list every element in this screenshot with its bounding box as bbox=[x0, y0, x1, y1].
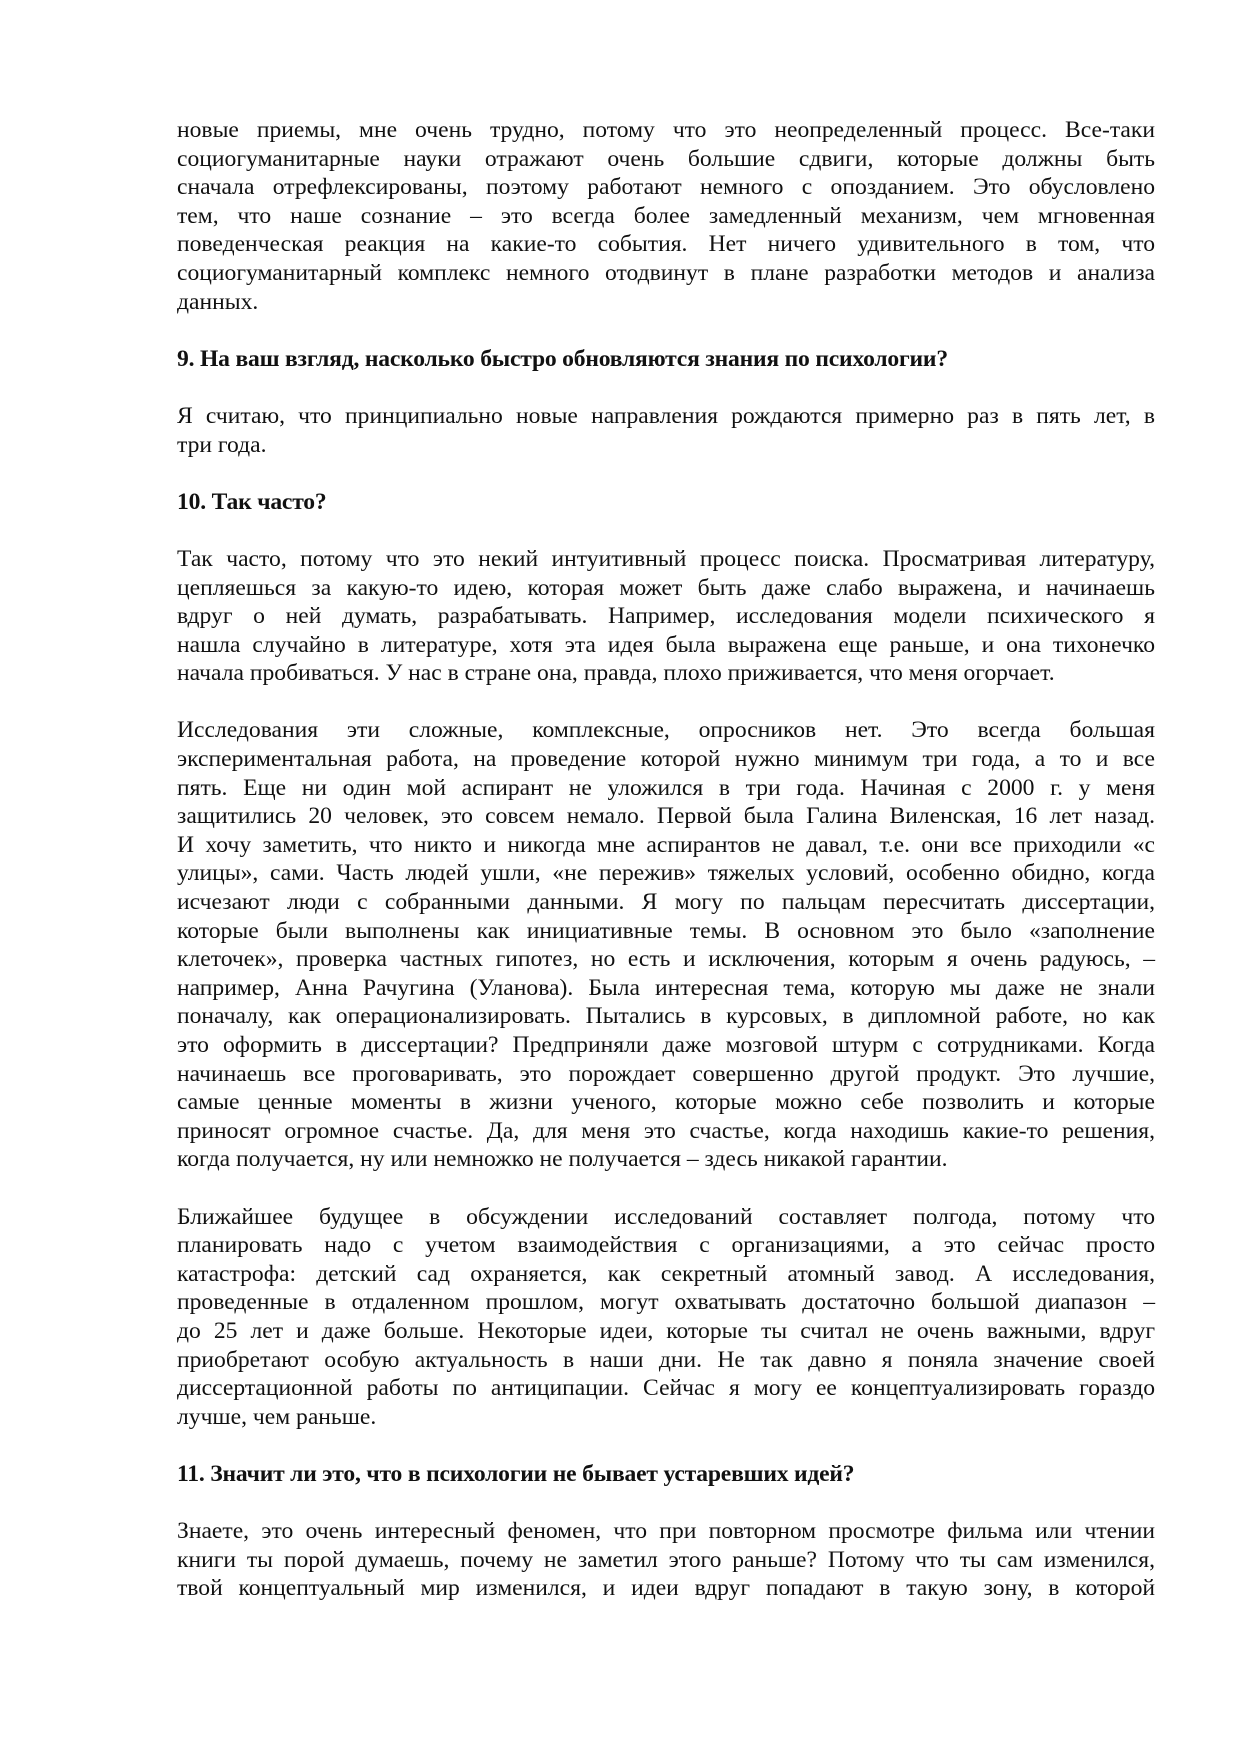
text-line: самые ценные моменты в жизни ученого, которые можно себе позволить и которые bbox=[177, 1089, 1155, 1116]
answer-paragraph-3 bbox=[177, 545, 1155, 688]
question-heading-1 bbox=[177, 345, 1155, 374]
text-line: приобретают особую актуальность в наши дни. Не так давно я поняла значение своей bbox=[177, 1346, 1155, 1373]
text-line: поначалу, как операционализировать. Пытались в курсовых, в дипломной работе, но как bbox=[177, 1003, 1155, 1030]
text-line: Ближайшее будущее в обсуждении исследований составляет полгода, потому что bbox=[177, 1203, 1155, 1230]
text-line: 9. На ваш взгляд, насколько быстро обновляются знания по психологии? bbox=[177, 345, 948, 372]
text-line: лучше, чем раньше. bbox=[177, 1403, 377, 1430]
text-line: начала пробиваться. У нас в стране она, правда, плохо приживается, что меня огорчает. bbox=[177, 660, 1055, 687]
text-line: Я считаю, что принципиально новые направления рождаются примерно раз в пять лет, в bbox=[177, 402, 1155, 429]
answer-paragraph-1 bbox=[177, 116, 1155, 316]
text-line: пять. Еще ни один мой аспирант не уложился в три года. Начиная с 2000 г. у меня bbox=[177, 774, 1155, 801]
text-line: защитились 20 человек, это совсем немало. Первой была Галина Виленская, 16 лет назад. bbox=[177, 803, 1155, 830]
text-line: три года. bbox=[177, 431, 267, 458]
document-page bbox=[177, 116, 1155, 1631]
text-line: 10. Так часто? bbox=[177, 488, 327, 515]
text-line: экспериментальная работа, на проведение которой нужно минимум три года, а то и все bbox=[177, 746, 1155, 773]
text-line: когда получается, ну или немножко не получается – здесь никакой гарантии. bbox=[177, 1146, 948, 1173]
text-line: планировать надо с учетом взаимодействия с организациями, а это сейчас просто bbox=[177, 1232, 1155, 1259]
answer-paragraph-5 bbox=[177, 1203, 1155, 1432]
text-line: начинаешь все проговаривать, это порождает совершенно другой продукт. Это лучшие, bbox=[177, 1060, 1155, 1087]
text-line: 11. Значит ли это, что в психологии не бывает устаревших идей? bbox=[177, 1460, 855, 1487]
text-line: данных. bbox=[177, 288, 259, 315]
text-line: цепляешься за какую-то идею, которая может быть даже слабо выражена, и начинаешь bbox=[177, 574, 1155, 601]
text-line: клеточек», проверка частных гипотез, но есть и исключения, которым я очень радуюсь, – bbox=[177, 946, 1155, 973]
question-heading-3 bbox=[177, 1460, 1155, 1489]
text-line: поведенческая реакция на какие-то события. Нет ничего удивительного в том, что bbox=[177, 231, 1155, 258]
text-line: социогуманитарный комплекс немного отодвинут в плане разработки методов и анализа bbox=[177, 259, 1155, 286]
text-line: И хочу заметить, что никто и никогда мне аспирантов не давал, т.е. они все приходили «с bbox=[177, 831, 1155, 858]
text-line: до 25 лет и даже больше. Некоторые идеи, которые ты считал не очень важными, вдруг bbox=[177, 1317, 1155, 1344]
answer-paragraph-2 bbox=[177, 402, 1155, 459]
text-line: книги ты порой думаешь, почему не заметил этого раньше? Потому что ты сам изменился, bbox=[177, 1546, 1155, 1573]
answer-paragraph-6 bbox=[177, 1517, 1155, 1603]
answer-paragraph-4 bbox=[177, 716, 1155, 1174]
text-line: которые были выполнены как инициативные темы. В основном это было «заполнение bbox=[177, 917, 1155, 944]
text-line: например, Анна Рачугина (Уланова). Была интересная тема, которую мы даже не знали bbox=[177, 974, 1155, 1001]
text-line: это оформить в диссертации? Предприняли даже мозговой штурм с сотрудниками. Когда bbox=[177, 1032, 1155, 1058]
text-line: сначала отрефлексированы, поэтому работают немного с опозданием. Это обусловлено bbox=[177, 174, 1155, 201]
text-line: Знаете, это очень интересный феномен, что при повторном просмотре фильма или чтении bbox=[177, 1518, 1155, 1545]
text-line: приносят огромное счастье. Да, для меня это счастье, когда находишь какие-то решения, bbox=[177, 1117, 1155, 1144]
question-heading-2 bbox=[177, 488, 1155, 517]
text-line: твой концептуальный мир изменился, и идеи вдруг попадают в такую зону, в которой bbox=[177, 1575, 1155, 1602]
text-line: улицы», сами. Часть людей ушли, «не пережив» тяжелых условий, особенно обидно, когда bbox=[177, 860, 1155, 887]
text-line: новые приемы, мне очень трудно, потому что это неопределенный процесс. Все-таки bbox=[177, 117, 1155, 143]
text-line: нашла случайно в литературе, хотя эта идея была выражена еще раньше, и она тихонечко bbox=[177, 631, 1155, 658]
text-line: вдруг о ней думать, разрабатывать. Например, исследования модели психического я bbox=[177, 603, 1155, 630]
text-line: Так часто, потому что это некий интуитивный процесс поиска. Просматривая литературу, bbox=[177, 545, 1155, 572]
text-line: исчезают люди с собранными данными. Я могу по пальцам пересчитать диссертации, bbox=[177, 889, 1155, 916]
text-line: тем, что наше сознание – это всегда более замедленный механизм, чем мгновенная bbox=[177, 202, 1155, 229]
text-line: Исследования эти сложные, комплексные, опросников нет. Это всегда большая bbox=[177, 717, 1155, 744]
text-line: катастрофа: детский сад охраняется, как секретный атомный завод. А исследования, bbox=[177, 1260, 1155, 1287]
text-line: проведенные в отдаленном прошлом, могут охватывать достаточно большой диапазон – bbox=[177, 1289, 1155, 1316]
text-line: диссертационной работы по антиципации. Сейчас я могу ее концептуализировать гораздо bbox=[177, 1375, 1155, 1402]
text-line: социогуманитарные науки отражают очень большие сдвиги, которые должны быть bbox=[177, 145, 1155, 172]
